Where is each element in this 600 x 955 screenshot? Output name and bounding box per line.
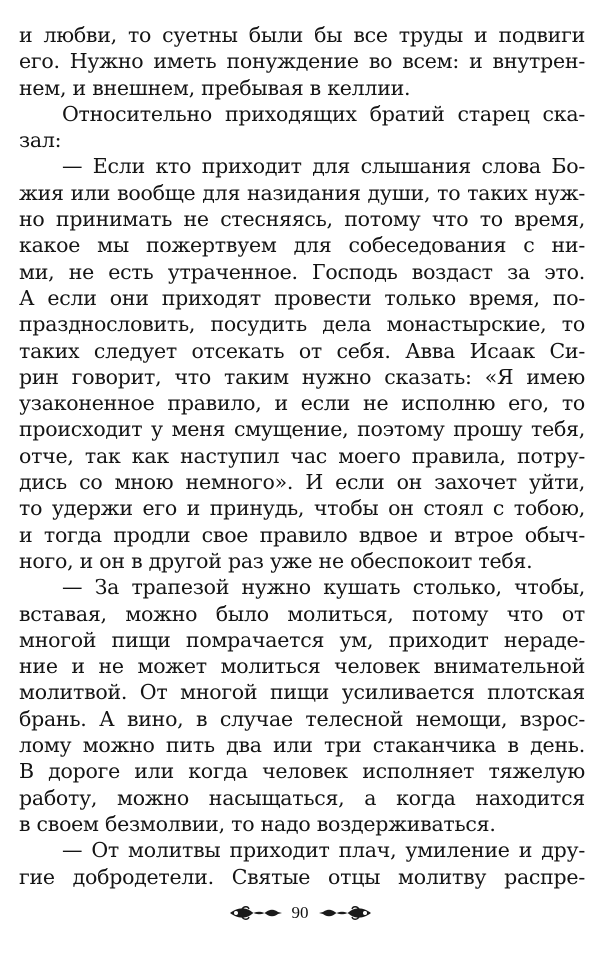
text-line: — От молитвы приходит плач, умиление и дру- xyxy=(62,838,585,863)
text-line: вставая, можно было молиться, потому что от xyxy=(19,601,585,626)
text-line: зал: xyxy=(19,128,62,153)
text-line: молитвой. От многой пищи усиливается плотская xyxy=(19,680,585,705)
text-line: и тогда продли свое правило вдвое и втрое обыч- xyxy=(19,522,585,547)
text-line: в своем безмолвии, то надо воздерживаться. xyxy=(19,811,496,836)
page-text xyxy=(19,22,585,890)
text-line: происходит у меня смущение, поэтому прошу тебя, xyxy=(19,417,585,442)
floral-ornament-icon xyxy=(317,904,373,922)
text-line: — За трапезой нужно кушать столько, чтобы, xyxy=(62,575,585,600)
text-line: дись со мною немного». И если он захочет уйти, xyxy=(19,470,585,495)
text-line: но принимать не стесняясь, потому что то время, xyxy=(19,207,585,232)
text-line: многой пищи помрачается ум, приходит нераде- xyxy=(19,627,585,652)
text-line: празднословить, посудить дела монастырские, то xyxy=(19,312,585,337)
text-line: то удержи его и принудь, чтобы он стоял с тобою, xyxy=(19,496,585,521)
text-line: таких следует отсекать от себя. Авва Исаак Си- xyxy=(19,338,585,363)
page-footer xyxy=(0,898,600,928)
text-line: работу, можно насыщаться, а когда находится xyxy=(19,785,585,810)
text-line: его. Нужно иметь понуждение во всем: и внутрен- xyxy=(19,49,585,74)
text-line: нем, и внешнем, пребывая в келлии. xyxy=(19,75,411,100)
text-line: и любви, то суетны были бы все труды и подвиги xyxy=(19,23,585,47)
text-line: В дороге или когда человек исполняет тяжелую xyxy=(19,759,585,784)
text-line: лому можно пить два или три стаканчика в день. xyxy=(19,733,585,758)
text-line: ми, не есть утраченное. Господь воздаст за это. xyxy=(19,259,585,284)
text-line: узаконенное правило, и если не исполню его, то xyxy=(19,391,585,416)
text-line: ние и не может молиться человек внимательной xyxy=(19,654,585,679)
text-line: гие добродетели. Святые отцы молитву распре- xyxy=(19,864,585,889)
text-line: брань. А вино, в случае телесной немощи, взрос- xyxy=(19,706,585,731)
text-line: какое мы пожертвуем для собеседования с ни- xyxy=(19,233,585,258)
floral-ornament-icon xyxy=(228,904,284,922)
text-line: рин говорит, что таким нужно сказать: «Я имею xyxy=(19,364,585,389)
page-number: 90 xyxy=(291,903,309,922)
text-line: Относительно приходящих братий старец ска- xyxy=(62,101,585,126)
text-line: ного, и он в другой раз уже не обеспокоит тебя. xyxy=(19,548,533,573)
text-line: — Если кто приходит для слышания слова Бо- xyxy=(62,154,585,179)
text-line: А если они приходят провести только время, по- xyxy=(19,285,585,310)
text-line: жия или вообще для назидания души, то таких нуж- xyxy=(19,180,585,205)
text-line: отче, так как наступил час моего правила, потру- xyxy=(19,443,585,468)
